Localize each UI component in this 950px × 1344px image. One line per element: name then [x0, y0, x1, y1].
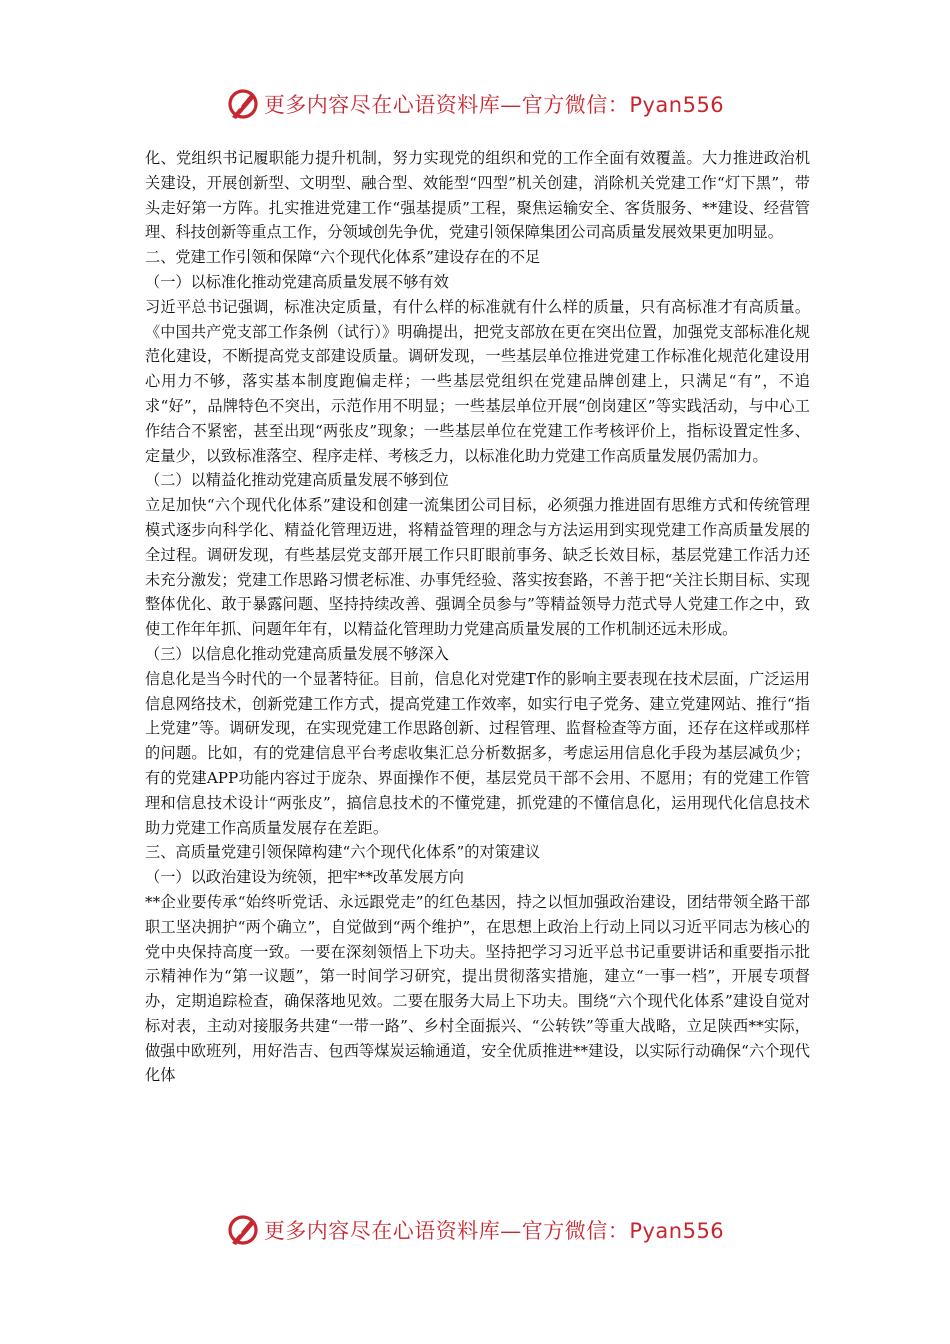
- paragraph: 立足加快“六个现代化体系”建设和创建一流集团公司目标，必须强力推进固有思维方式和传统管理模式逐步向科学化、精益化管理迈进，将精益管理的理念与方法运用到实现党建工作高质量发展的全过程。调研发现，有些基层党支部开展工作只盯眼前事务、缺乏长效目标，基层党建工作活力还未充分激发；党建工作思路习惯老标准、办事凭经验、落实按套路，不善于把“关注长期目标、实现整体优化、敢于暴露问题、坚持持续改善、强调全员参与”等精益领导力范式导人党建工作之中，致使工作年年抓、问题年年有，以精益化管理助力党建高质量发展的工作机制还远未形成。: [145, 496, 810, 639]
- subsection-heading: （一）以标准化推动党建高质量发展不够有效: [145, 272, 449, 291]
- banner-wechat-id: Pyan556: [629, 1219, 725, 1243]
- subsection-heading: （一）以政治建设为统领，把牢**改革发展方向: [145, 868, 464, 887]
- header-watermark-banner: [0, 84, 950, 124]
- footer-watermark-banner: [0, 1210, 950, 1250]
- section-heading: 二、党建工作引领和保障“六个现代化体系”建设存在的不足: [145, 248, 541, 267]
- pen-circle-logo-icon: [226, 87, 260, 121]
- pen-circle-logo-icon: [226, 1213, 260, 1247]
- section-heading: 三、高质量党建引领保障构建“六个现代化体系”的对策建议: [145, 843, 541, 862]
- paragraph: 信息化是当今时代的一个显著特征。目前，信息化对党建T作的影响主要表现在技术层面，广泛运用信息网络技术，创新党建工作方式，提高党建工作效率，如实行电子党务、建立党建网站、推行“指上党建”等。调研发现，在实现党建工作思路创新、过程管理、监督检查等方面，还存在这样或那样的问题。比如，有的党建信息平台考虑收集汇总分析数据多，考虑运用信息化手段为基层减负少；有的党建APP功能内容过于庞杂、界面操作不便，基层党员干部不会用、不愿用；有的党建工作管理和信息技术设计“两张皮”，搞信息技术的不懂党建，抓党建的不懂信息化，运用现代化信息技术助力党建工作高质量发展存在差距。: [145, 669, 810, 837]
- paragraph: **企业要传承“始终听党话、永远跟党走”的红色基因，持之以恒加强政治建设，团结带领全路干部职工坚决拥护“两个确立”，自觉做到“两个维护”，在思想上政治上行动上同以习近平同志为核心的党中央保持高度一致。一要在深刻领悟上下功夫。坚持把学习习近平总书记重要讲话和重要指示批示精神作为“第一议题”，第一时间学习研究，提出贯彻落实措施，建立“一事一档”，开展专项督办，定期追踪检查，确保落地见效。二要在服务大局上下功夫。围绕“六个现代化体系”建设自觉对标对表，主动对接服务共建“一带一路”、乡村全面振兴、“公转铁”等重大战略，立足陕西**实际，做强中欧班列，用好浩吉、包西等煤炭运输通道，安全优质推进**建设，以实际行动确保“六个现代化体: [145, 892, 810, 1085]
- banner-text-cn: 更多内容尽在心语资料库—官方微信：: [263, 93, 630, 117]
- paragraph: 化、党组织书记履职能力提升机制，努力实现党的组织和党的工作全面有效覆盖。大力推进政治机关建设，开展创新型、文明型、融合型、效能型“四型”机关创建，消除机关党建工作“灯下黑”，带头走好第一方阵。扎实推进党建工作“强基提质”工程，聚焦运输安全、客货服务、**建设、经营管理、科技创新等重点工作，分领域创先争优，党建引领保障集团公司高质量发展效果更加明显。: [145, 149, 810, 242]
- paragraph: 习近平总书记强调，标准决定质量，有什么样的标准就有什么样的质量，只有高标准才有高质量。《中国共产党支部工作条例（试行）》明确提出，把党支部放在更在突出位置，加强党支部标准化规范化建设，不断提高党支部建设质量。调研发现，一些基层单位推进党建工作标准化规范化建设用心用力不够，落实基本制度跑偏走样；一些基层党组织在党建品牌创建上，只满足“有”，不追求“好”，品牌特色不突出，示范作用不明显；一些基层单位开展“创岗建区”等实践活动，与中心工作结合不紧密，甚至出现“两张皮”现象；一些基层单位在党建工作考核评价上，指标设置定性多、定量少，以致标准落空、程序走样、考核乏力，以标准化助力党建工作高质量发展仍需加力。: [145, 297, 810, 465]
- banner-text-cn: 更多内容尽在心语资料库—官方微信：: [263, 1219, 630, 1243]
- banner-text: [264, 89, 724, 119]
- subsection-heading: （三）以信息化推动党建高质量发展不够深入: [145, 644, 449, 663]
- document-body: [145, 146, 810, 1088]
- subsection-heading: （二）以精益化推动党建高质量发展不够到位: [145, 471, 449, 490]
- banner-text: [264, 1215, 724, 1245]
- banner-wechat-id: Pyan556: [629, 93, 725, 117]
